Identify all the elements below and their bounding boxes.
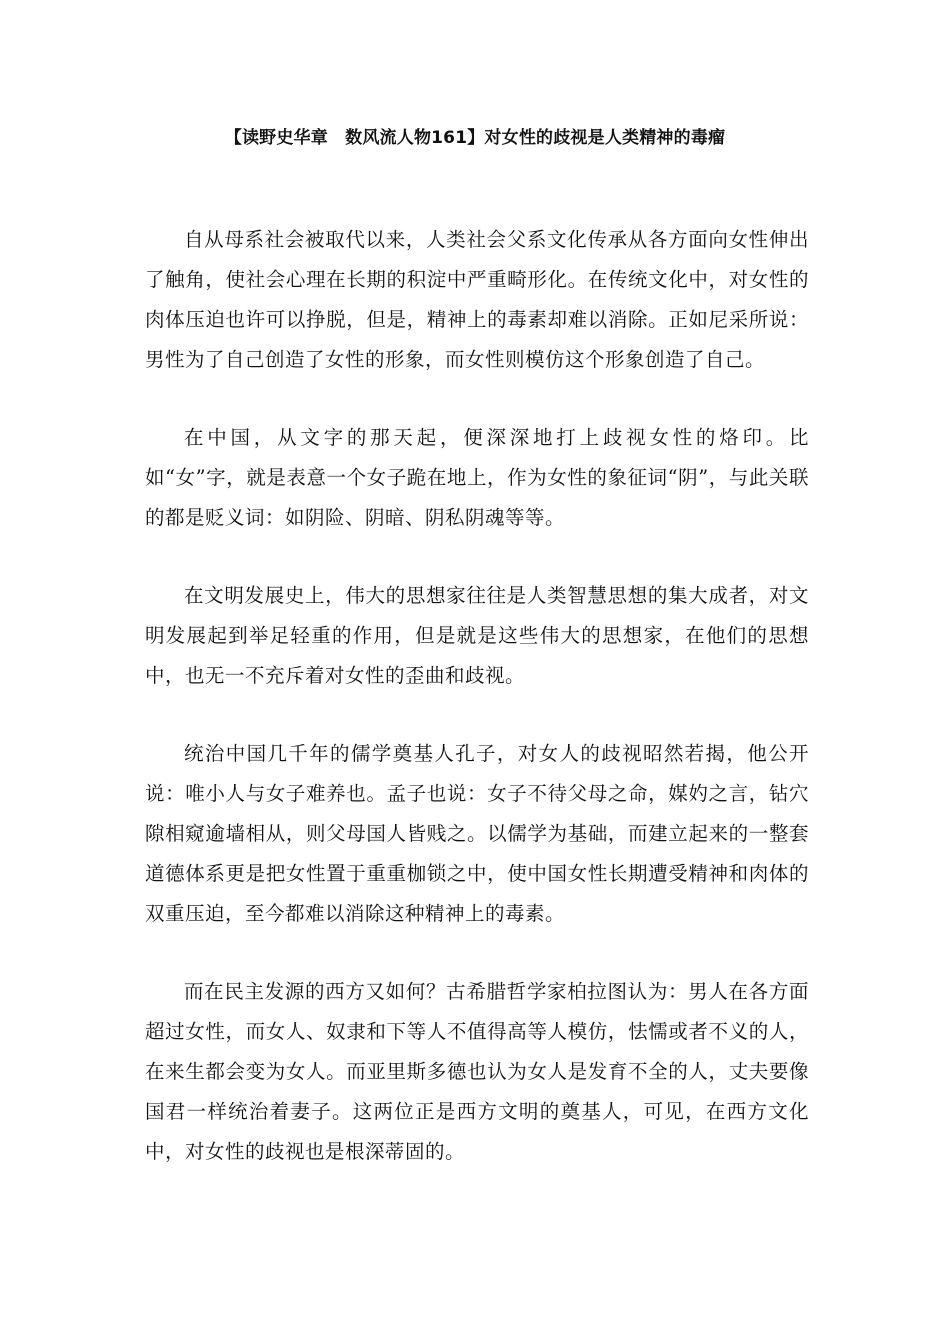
paragraph-5: 而在民主发源的西方又如何？古希腊哲学家柏拉图认为：男人在各方面超过女性，而女人、奴隶和下等人不值得高等人模仿，怯懦或者不义的人，在来生都会变为女人。而亚里斯多德也认为女人是发育不全的人，丈夫要像国君一样统治着妻子。这两位正是西方文明的奠基人，可见，在西方文化中，对女性的歧视也是根深蒂固的。	[145, 980, 809, 1163]
paragraph-1: 自从母系社会被取代以来，人类社会父系文化传承从各方面向女性伸出了触角，使社会心理在长期的积淀中严重畸形化。在传统文化中，对女性的肉体压迫也许可以挣脱，但是，精神上的毒素却难以消除。正如尼采所说：男性为了自己创造了女性的形象，而女性则模仿这个形象创造了自己。	[145, 228, 809, 371]
paragraph-3: 在文明发展史上，伟大的思想家往往是人类智慧思想的集大成者，对文明发展起到举足轻重的作用，但是就是这些伟大的思想家，在他们的思想中，也无一不充斥着对女性的歪曲和歧视。	[145, 584, 809, 687]
paragraph-4: 统治中国几千年的儒学奠基人孔子，对女人的歧视昭然若揭，他公开说：唯小人与女子难养也。孟子也说：女子不待父母之命，媒妁之言，钻穴隙相窥逾墙相从，则父母国人皆贱之。以儒学为基础，而建立起来的一整套道德体系更是把女性置于重重枷锁之中，使中国女性长期遭受精神和肉体的双重压迫，至今都难以消除这种精神上的毒素。	[145, 742, 809, 925]
document-title: 【读野史华章 数风流人物161】对女性的歧视是人类精神的毒瘤	[224, 128, 726, 148]
document-body	[145, 220, 809, 1210]
paragraph-2: 在中国，从文字的那天起，便深深地打上歧视女性的烙印。比如“女”字，就是表意一个女子跪在地上，作为女性的象征词“阴”，与此关联的都是贬义词：如阴险、阴暗、阴私阴魂等等。	[145, 426, 809, 529]
